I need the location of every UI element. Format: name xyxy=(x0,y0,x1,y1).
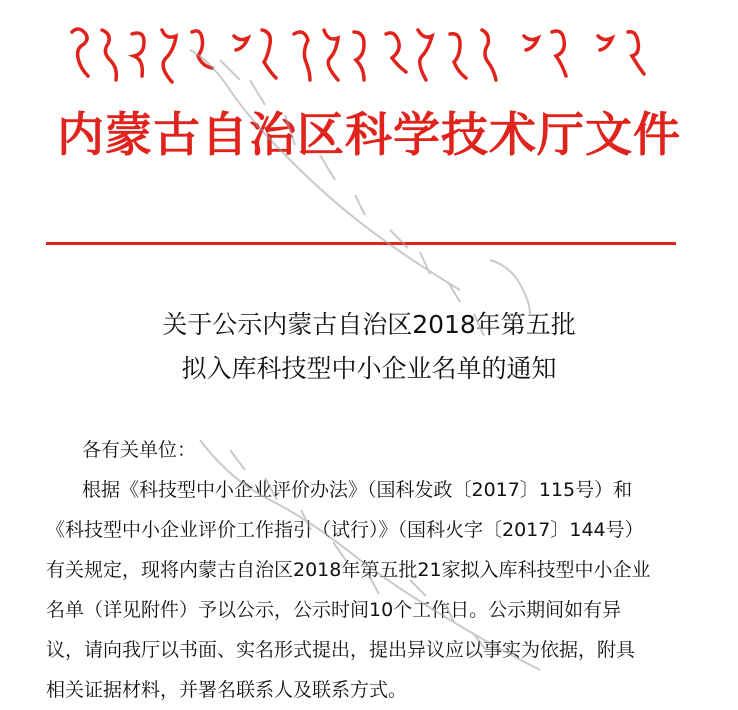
document-body xyxy=(46,430,706,710)
red-divider-line xyxy=(46,242,676,245)
issuing-authority-title: 内蒙古自治区科学技术厅文件 xyxy=(57,108,681,163)
notice-title xyxy=(0,303,738,391)
notice-title-line-1: 关于公示内蒙古自治区2018年第五批 xyxy=(162,310,576,339)
paragraph-line: 名单（详见附件）予以公示，公示时间10个工作日。公示期间如有异 xyxy=(46,599,622,621)
salutation: 各有关单位： xyxy=(82,439,197,461)
paragraph-line: 《科技型中小企业评价工作指引（试行）》（国科火字〔2017〕144号） xyxy=(46,519,644,541)
mongolian-script-icon xyxy=(62,22,662,92)
mongolian-script-header xyxy=(62,22,662,92)
paragraph-line: 根据《科技型中小企业评价办法》（国科发政〔2017〕115号）和 xyxy=(82,479,633,501)
paragraph-line: 有关规定，现将内蒙古自治区2018年第五批21家拟入库科技型中小企业 xyxy=(46,559,651,581)
paragraph-line: 议，请向我厅以书面、实名形式提出，提出异议应以事实为依据，附具 xyxy=(46,639,636,661)
notice-title-line-2: 拟入库科技型中小企业名单的通知 xyxy=(181,354,557,383)
paragraph-line: 相关证据材料，并署名联系人及联系方式。 xyxy=(46,679,408,701)
